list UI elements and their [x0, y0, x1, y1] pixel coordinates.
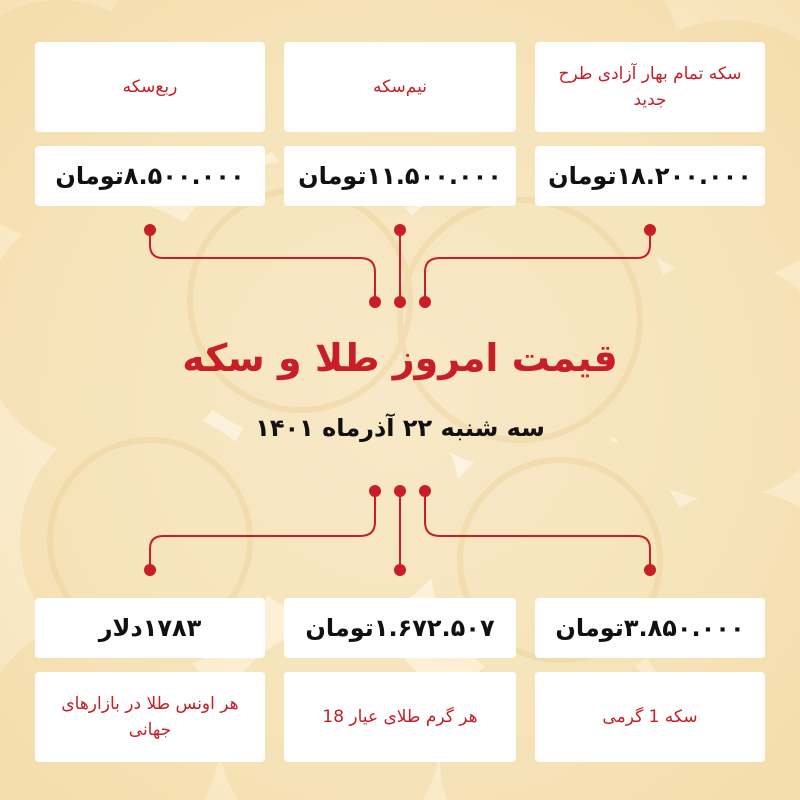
bottom-label-3: هر اونس طلا در بازارهای جهانی	[61, 694, 239, 740]
dot	[394, 296, 406, 308]
dot	[369, 485, 381, 497]
top-price-3: ۸.۵۰۰.۰۰۰تومان	[55, 162, 245, 190]
bottom-price-1: ۳.۸۵۰.۰۰۰تومان	[555, 614, 745, 642]
bottom-label-box-2	[284, 672, 516, 762]
bottom-price-box-2	[284, 598, 516, 658]
bottom-price-2: ۱.۶۷۲.۵۰۷تومان	[305, 614, 495, 642]
top-price-box-1	[535, 146, 765, 206]
top-label-3: ربع‌سکه	[122, 77, 178, 97]
bottom-label-1: سکه 1 گرمی	[602, 707, 698, 727]
dot	[644, 224, 656, 236]
date-line: سه شنبه ۲۲ آذرماه ۱۴۰۱	[255, 414, 545, 442]
bottom-label-box-3	[35, 672, 265, 762]
top-price-2: ۱۱.۵۰۰.۰۰۰تومان	[298, 162, 502, 190]
bottom-price-box-1	[535, 598, 765, 658]
bottom-label-box-1	[535, 672, 765, 762]
bottom-price-box-3	[35, 598, 265, 658]
top-label-1: سکه تمام بهار آزادی طرح جدید	[558, 64, 742, 110]
top-price-box-2	[284, 146, 516, 206]
dot	[394, 485, 406, 497]
dot	[144, 564, 156, 576]
dot	[419, 485, 431, 497]
dot	[394, 224, 406, 236]
bottom-price-3: ۱۷۸۳دلار	[98, 614, 202, 642]
page-title: قیمت امروز طلا و سکه	[182, 336, 618, 380]
dot	[419, 296, 431, 308]
top-label-box-1	[535, 42, 765, 132]
dot	[369, 296, 381, 308]
top-price-box-3	[35, 146, 265, 206]
top-label-2: نیم‌سکه	[373, 77, 427, 97]
dot	[144, 224, 156, 236]
top-price-1: ۱۸.۲۰۰.۰۰۰تومان	[548, 162, 752, 190]
bottom-label-2: هر گرم طلای عیار 18	[322, 707, 478, 727]
dot	[644, 564, 656, 576]
dot	[394, 564, 406, 576]
top-label-box-2	[284, 42, 516, 132]
top-label-box-3	[35, 42, 265, 132]
